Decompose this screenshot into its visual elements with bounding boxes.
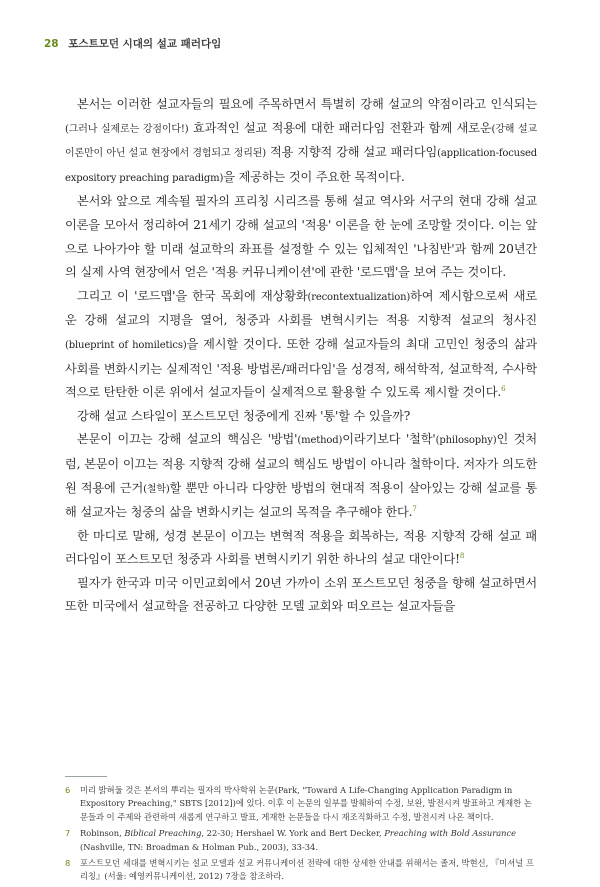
running-header <box>44 36 221 51</box>
paragraph-1: 본서는 이러한 설교자들의 필요에 주목하면서 특별히 강해 설교의 약점이라고 인식되는(그러나 실제로는 강점이다!) 효과적인 설교 적용에 대한 패러다임 전환과 함께 새로운(강해 설교 이론만이 아닌 설교 현장에서 경험되고 정리된) 적용 지향적 강해 설교 패러다임(application-focused expository preaching paradigm)을 제공하는 것이 주요한 목적이다. <box>65 97 538 184</box>
book-title: 포스트모던 시대의 설교 패러다임 <box>68 38 222 50</box>
citation-title: Biblical Preaching <box>124 828 202 839</box>
footnote-8 <box>65 857 537 884</box>
footnote-ref-8[interactable]: 8 <box>459 552 465 561</box>
footnote-7: 7 Robinson, Biblical Preaching, 22-30; Hershael W. York and Bert Decker, Preaching with Bold Assurance (Nashville, TN: Broadman & Holman Pub., 2003), 33-34. <box>65 828 517 852</box>
paragraph-4: 강해 설교 스타일이 포스트모던 청중에게 진짜 '통'할 수 있을까? <box>77 408 411 423</box>
footnotes <box>65 784 537 887</box>
citation-title: Preaching with Bold Assurance <box>384 828 517 839</box>
footnote-text: 미리 밝혀둘 것은 본서의 뿌리는 필자의 박사학위 논문(Park, "Toward A Life-Changing Application Paradigm in Expository Preaching," SBTS [2012])에 있다. 이후 이 논문의 일부를 발췌하여 수정, 보완, 발전시켜 발표하고 게재한 논문들과 이 주제와 관련하여 새롭게 연구하고 발표, 게재한 논문들을 다시 재조직화하고 수정, 발전시켜 나온 책이다. <box>80 785 532 822</box>
footnote-number: 6 <box>65 785 71 795</box>
footnote-ref-7[interactable]: 7 <box>412 505 417 514</box>
footnote-number: 7 <box>65 828 71 839</box>
body-text <box>65 93 537 619</box>
footnote-number: 8 <box>65 858 71 869</box>
footnote-ref-6[interactable]: 6 <box>501 385 506 394</box>
paragraph-6: 한 마디로 말해, 성경 본문이 이끄는 변혁적 적용을 회복하는, 적용 지향적 강해 설교 패러다임이 포스트모던 청중과 사회를 변혁시키기 위한 하나의 설교 대안이다!$^8$ <box>65 528 537 567</box>
paragraph-2: 본서와 앞으로 계속될 필자의 프리칭 시리즈를 통해 설교 역사와 서구의 현대 강해 설교 이론을 모아서 정리하여 21세기 강해 설교의 '적용' 이론을 한 눈에 조망할 것이다. 이는 앞으로 나아가야 할 미래 설교학의 좌표를 설정할 수 있는 입체적인 '나침반'과 함께 20년간의 실제 사역 현장에서 얻은 '적용 커뮤니케이션'에 관한 '로드맵'을 보여 주는 것이다. <box>65 194 537 280</box>
footnote-divider <box>65 776 107 777</box>
paragraph-7: 필자가 한국과 미국 이민교회에서 20년 가까이 소위 포스트모던 청중을 향해 설교하면서 또한 미국에서 설교학을 전공하고 다양한 모델 교회와 떠오르는 설교자들을 <box>65 575 537 614</box>
footnote-6 <box>65 784 537 824</box>
paragraph-3: 그리고 이 '로드맵'을 한국 목회에 재상황화(recontextualization)하여 제시함으로써 새로운 강해 설교의 지평을 열어, 청중과 사회를 변혁시키는 적용 지향적 설교의 청사진(blueprint of homiletics)을 제시할 것이다. 또한 강해 설교자들의 최대 고민인 청중의 삶과 사회를 변화시키는 실제적인 '적용 방법론/패러다임'을 성경적, 해석학적, 설교학적, 수사학적으로 탄탄한 이론 위에서 설교자들이 실제적으로 활용할 수 있도록 제시할 것이다.$^6$ <box>65 288 537 400</box>
paragraph-5: 본문이 이끄는 강해 설교의 핵심은 '방법'(method)이라기보다 '철학'(philosophy)인 것처럼, 본문이 이끄는 적용 지향적 강해 설교의 핵심도 방법이 아니라 철학이다. 저자가 의도한 원 적용에 근거(철학)할 뿐만 아니라 다양한 방법의 현대적 적용이 살아있는 강해 설교를 통해 설교자는 청중의 삶을 변화시키는 설교의 목적을 추구해야 한다.$^7$ <box>65 432 537 520</box>
footnote-text: 포스트모던 세대를 변혁시키는 설교 모델과 설교 커뮤니케이션 전략에 대한 상세한 안내를 위해서는 졸저, 박현신, 『미셔널 프리칭』(서울: 예영커뮤니케이션, 2012) 7장을 참조하라. <box>80 858 534 882</box>
page-number: 28 <box>44 38 59 50</box>
